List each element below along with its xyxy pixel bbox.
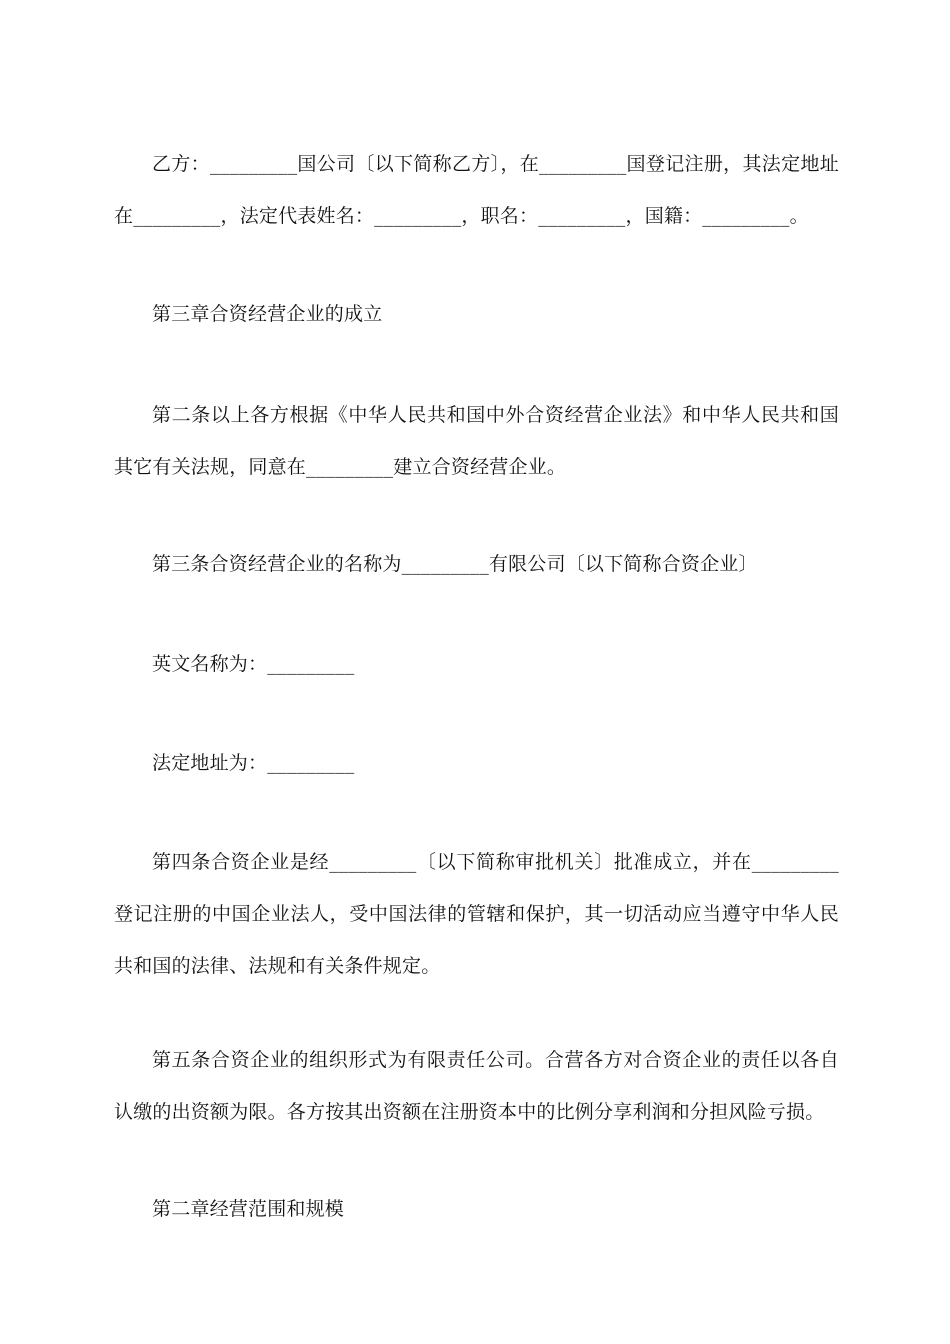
chapter-heading-scope: 第二章经营范围和规模	[152, 1198, 345, 1220]
legal-address-line: 法定地址为：_________	[152, 752, 355, 774]
chapter-heading-establishment: 第三章合资经营企业的成立	[152, 303, 383, 325]
party-b-paragraph: 乙方：_________国公司〔以下简称乙方〕，在_________国登记注册，其法定地址在_________，法定代表姓名：_________，职名：_________，国籍：_________。	[114, 153, 839, 227]
english-name-line: 英文名称为：_________	[152, 653, 355, 675]
article-5-paragraph: 第五条合资企业的组织形式为有限责任公司。合营各方对合资企业的责任以各自认缴的出资额为限。各方按其出资额在注册资本中的比例分享利润和分担风险亏损。	[114, 1049, 839, 1123]
article-3-paragraph: 第三条合资经营企业的名称为_________有限公司〔以下简称合资企业〕	[152, 553, 758, 575]
article-2-paragraph: 第二条以上各方根据《中华人民共和国中外合资经营企业法》和中华人民共和国其它有关法规，同意在_________建立合资经营企业。	[114, 404, 839, 478]
article-4-paragraph: 第四条合资企业是经_________〔以下简称审批机关〕批准成立，并在_________登记注册的中国企业法人，受中国法律的管辖和保护，其一切活动应当遵守中华人民共和国的法律、法规和有关条件规定。	[114, 851, 839, 977]
